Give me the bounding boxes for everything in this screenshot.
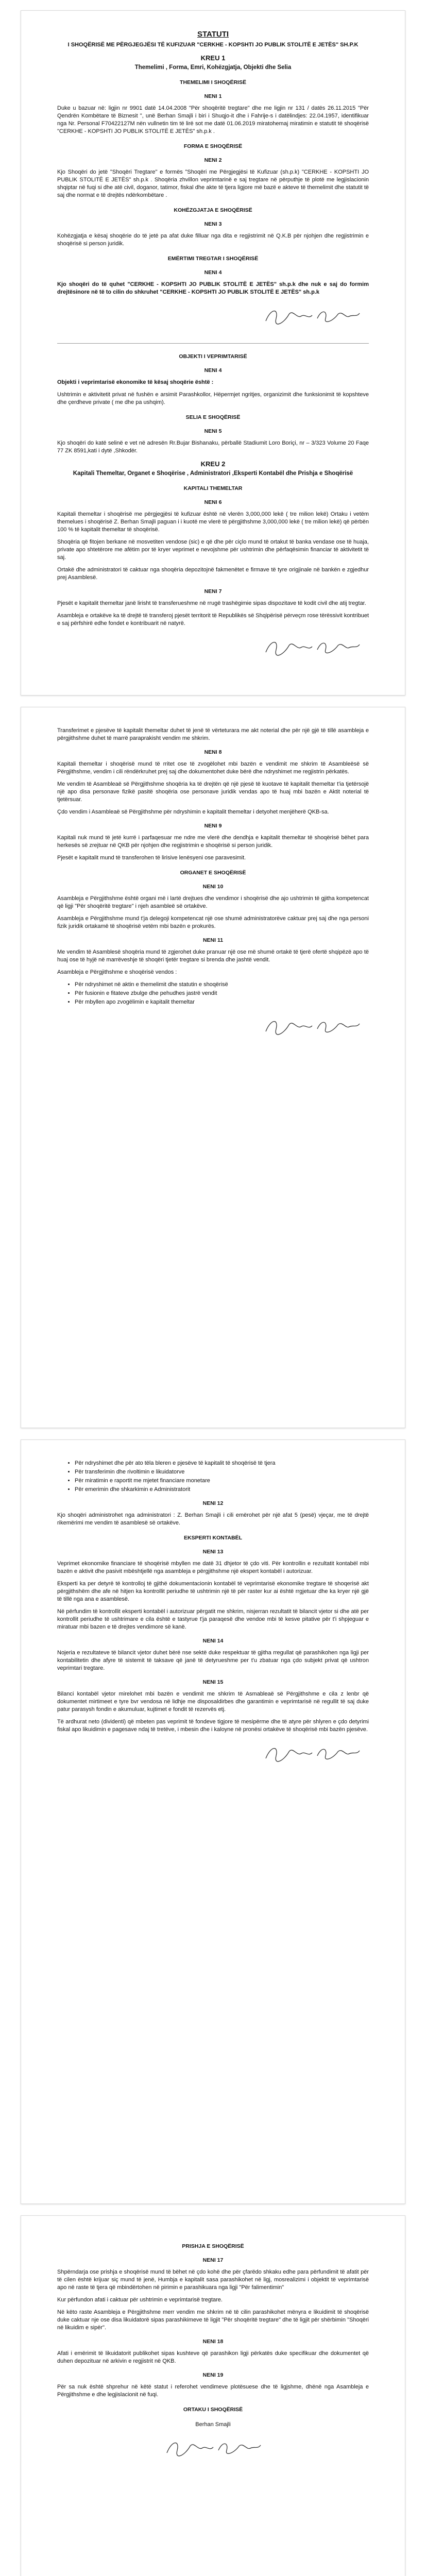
article-text: Pjesët e kapitalit themeltar janë lirisht të transferueshme në rrugë trashëgimie sipas dispozitave të kodit civil dhe atij tregtar.	[57, 600, 366, 606]
article-text: Afati i emërimit të likuidatorit publikohet sipas kushteve që parashikon ligji përkatës duke specifikuar dhe dokumentet që duhen depozituar në arkivin e regjistrit në QKB.	[57, 2350, 369, 2364]
article-text: Kjo shoqëri do katë selinë e vet në adresën Rr.Bujar Bishanaku, përballë Stadiumit Loro Boriçi, nr – 3/323 Volume 20 Faqe 77 ZK 8591,kati i dytë ,Shkodër.	[57, 440, 369, 454]
handwritten-signature-icon	[162, 2435, 265, 2461]
article-title: NENI 4	[204, 269, 222, 276]
article-text: Të ardhurat neto (dividenti) që mbeten pas veprimit të fondeve tigjore të mesipërme dhe të atyre për shlyren e çdo detyrimi fiskal apo likuidimin e pagesave ndaj të tretëve, i mbesin dhe i kaloyne në pronësi ortakëve të shoqërisë mbi bazën pjesëve.	[57, 1719, 369, 1733]
article-text: Ushtrimin e aktivitetit privat në fushën e arsimit Parashkollor, Hëpermjet ngritjes, organizimit dhe funksionimit të kopshteve dhe çerdheve private ( me dhe pa ushqim).	[57, 392, 369, 405]
article-text: Kapitali themeltar i shoqërisë mund të rritet ose të zvogëlohet mbi bazën e vendimit me shkrim të Asambleësë së Përgjithshme, vendim i cili rëndërkruhet prej saj dhe dokumentohet duke bërë dhe ndryshimet me regjistrin përkatës.	[57, 761, 369, 775]
article-text: Duke u bazuar në: ligjin nr 9901 datë 14.04.2008 "Për shoqëritë tregtare" dhe me ligjin nr 131 / datës 26.11.2015 "Për Qendrën Kombëtare të Biznesit ", unë Berhan Smajli i biri i Shuqjo-it dhe i Fahrije-s i datëlindjes: 22.04.1957, identifikuar nga Nr. Personal F70422127M nën vullnetin tim të lirë sot me datë 01.06.2019 miratohemaj miratimin e statutit të shoqërisë "CERKHE - KOPSHTI JO PUBLIK STOLITË E JETËS" sh.p.k .	[57, 105, 369, 134]
section-heading: EKSPERTI KONTABËL	[184, 1535, 242, 1541]
article-title: NENI 4	[204, 367, 222, 374]
article-title: NENI 19	[202, 2372, 224, 2378]
article-text: Për sa nuk është shprehur në këtë statut i referohet vendimeve plotësuese dhe të ligjshme, dhënë nga Asambleja e Përgjithshme e dhe legjislacionit në fuqi.	[57, 2384, 369, 2398]
section-heading: OBJEKTI I VEPRIMTARISË	[179, 353, 247, 360]
list-item: • Për mbyllen apo zvogëlimin e kapitalit themeltar	[75, 998, 369, 1006]
handwritten-signature-icon	[261, 634, 364, 660]
section-heading: KAPITALI THEMELTAR	[183, 485, 243, 492]
list-item: • Për miratimin e raportit me mjetet financiare monetare	[75, 1477, 369, 1485]
article-text: Me vendim të Asamblesë shoqëria mund të zgjerohet duke pranuar një ose më shumë ortakë të tjerë ofertë shqipëzë apo të huaj ose të hyjë në marrëveshje të shoqëri tjetër tregtare si brenda dhe jashtë vendit.	[57, 949, 369, 963]
document-page-3	[21, 1439, 405, 2204]
list-item: • Për ndryshimet dhe për ato tëla bleren e pjesëve të kapitalit të shoqërisë të tjera	[75, 1460, 369, 1467]
article-text: Eksperti ka per detyrë të kontrolloj të gjithë dokumentacionin kontabël të veprimtarisë ekonomike tregtare të shoqerisë akt përgjithshëm dhe afe në hitjen ka kontrollit periudhe të ushtrimin një të për raster kur ai është rrgjetuar dhe ka kryer një gjë të tillë nga ana e asamblesë.	[57, 1581, 369, 1602]
founder-heading: ORTAKU I SHOQËRISË	[183, 2406, 243, 2413]
bullet-list	[57, 981, 369, 1006]
chapter-heading: KREU 2	[200, 460, 226, 468]
article-title: NENI 6	[204, 499, 222, 505]
section-heading: ORGANET E SHOQËRISË	[180, 870, 246, 876]
article-title: NENI 14	[202, 1638, 224, 1644]
article-title: NENI 5	[204, 428, 222, 434]
signature-block	[57, 2433, 369, 2464]
article-text: Transferimet e pjesëve të kapitalit themeltar duhet të jenë të vërteturara me akt noterial dhe për një gjë të tillë asambleja e përgjithshme duhet të marrë paraprakisht vendim me shkrim.	[57, 727, 369, 741]
article-text: Nojeria e rezultateve të bilancit vjetor duhet bërë nse sektë duke respektuar të gjitha rregullat që parashikohen nga ligji per kontabilitetin dhe afyre të sistemit të taksave që janë të detyrueshme per t'u zbatuar nga çdo subjekt privat që ushtron veprimtari tregtare.	[57, 1650, 369, 1671]
article-title: NENI 8	[204, 749, 222, 755]
article-title: NENI 1	[204, 93, 222, 99]
document-page-2	[21, 707, 405, 1428]
handwritten-signature-icon	[261, 1740, 364, 1766]
article-heading: Objekti i veprimtarisë ekonomike të kësaj shoqërie është :	[57, 379, 214, 385]
chapter-heading: KREU 1	[200, 54, 226, 62]
article-text: Pjesët e kapitalit mund të transferohen të lirisive lenësyeni ose paravesimit.	[57, 855, 246, 861]
section-heading: EMËRTIMI TREGTAR I SHOQËRISË	[167, 256, 259, 262]
handwritten-signature-icon	[261, 1013, 364, 1039]
article-text: Kjo shoqëri do të quhet "CERKHE - KOPSHTI JO PUBLIK STOLITË E JETËS" sh.p.k dhe nuk e saj do formim drejtësinore në të to cilin do shkruhet "CERKHE - KOPSHTI JO PUBLIK STOLITË E JETËS" sh.p.k	[57, 281, 369, 295]
section-heading: KOHËZGJATJA E SHOQËRISË	[174, 207, 252, 213]
signature-block	[57, 632, 369, 663]
article-title: NENI 7	[204, 588, 222, 595]
handwritten-signature-icon	[261, 303, 364, 329]
article-text: Në përfundim të kontrollit eksperti kontabël i autorizuar përgatit me shkrim, nisjerran rezultatit të bilancit vjetor si dhe atë per kontrollit periudhe të ushtrimare e cila është e tastyrue t'ja paraqesë dhe vendoe mbi të kesve pitative për t'i shpjeguar e miratuar mbi bazen e të drejtes vendimore së kanë.	[57, 1608, 369, 1630]
article-text: Kapitali themeltar i shoqërisë me përgjegjësi të kufizuar është në vlerën 3,000,000 lekë ( tre milion lekë) Ortaku i vetëm themelues i shoqërisë Z. Berhan Smajli paguan i i kuotë me vlerë të përgjithshme 3,000,000 lekë ( tre milion lekë) që përbën 100 % të kapitalit themeltar të shoqërisë.	[57, 511, 369, 533]
article-text: Shpërndarja ose prishja e shoqërisë mund të bëhet në çdo kohë dhe për çfarëdo shkaku edhe para përfundimit të afatit për të cilen është krijuar siç mund të jenë, Humbja e kapitalit sasa parashikohet në ligj, mosrealizimi i objektit të veprimtarisë apo në raste të tjera që mbindërtohen në pirimin e parashikuara nga ligji "Për falimentimin"	[57, 2269, 369, 2291]
article-title: NENI 10	[202, 884, 224, 890]
article-text: Bilanci kontabël vjetor mirelohet mbi bazën e vendimit me shkrim të Asmableaë së Përgjithshme e cila z lenbr që dokumentet mirtimeet e tyre bvr vendosa në lidhje me disposaldirbes dhe garantimin e veprimtarisë në regullit të saj duke patur parasysh fondin e akumuluar, kujtimet e fondit të rezervës etj.	[57, 1691, 369, 1713]
article-text: Ortakë dhe administratori të caktuar nga shoqëria depozitojnë fakmenëtet e firmave të tyre origjinale në bankën e zgjedhur prej Asamblesë.	[57, 567, 369, 581]
article-title: NENI 2	[204, 157, 222, 163]
article-title: NENI 11	[202, 937, 224, 943]
bullet-list	[57, 1460, 369, 1494]
article-text: Shoqëria që fitojen berkane në mosvetiten vendose (sic) e që dhe për ciçlo mund të ortakut të banka vendase ose të huaja, private apo shtetërore me afëtim por të kryer veprimet e nevojshme për ushtrimin dhe përfaqësimin financiar të aktivitetit të saj.	[57, 539, 369, 561]
article-title: NENI 15	[202, 1679, 224, 1685]
document-page-4	[21, 2215, 405, 2576]
article-title: NENI 12	[202, 1500, 224, 1506]
chapter-subheading: Themelimi , Forma, Emri, Kohëzgjatja, Objekti dhe Selia	[134, 64, 292, 71]
article-text: Kur përfundon afati i caktuar për ushtrimin e veprimtarisë tregtare.	[57, 2297, 223, 2303]
founder-name: Berhan Smajli	[195, 2421, 231, 2428]
list-item: • Për emerimin dhe shkarkimin e Administratorit	[75, 1486, 369, 1494]
article-title: NENI 17	[202, 2257, 224, 2263]
document-subtitle: I SHOQËRISË ME PËRGJEGJËSI TË KUFIZUAR "CERKHE - KOPSHTI JO PUBLIK STOLITË E JETËS" SH.P.K	[67, 42, 359, 48]
article-title: NENI 3	[204, 221, 222, 227]
chapter-subheading: Kapitali Themeltar, Organet e Shoqërise , Administratori ,Eksperti Kontabël dhe Prishja e Shoqërisë	[73, 470, 353, 477]
article-text: Në këto raste Asambleja e Përgjithshme merr vendim me shkrim në të cilin parashikohet mënyra e likuidimit të shoqërisë duke caktuar nje ose disa likuidatorë sipas parashikimeve të ligjit "Për shoqëritë tregtare" dhe të ligjit për shërbimin "Shoqëri në likuidim e sipër".	[57, 2309, 369, 2331]
section-heading: FORMA E SHOQËRISË	[183, 143, 243, 149]
document-title: STATUTI	[197, 30, 229, 39]
article-text: Kjo Shoqëri do jetë "Shoqëri Tregtare" e formës "Shoqëri me Përgjegjësi të Kufizuar (sh.p.k) "CERKHE - KOPSHTI JO PUBLIK STOLITË E JETËS" sh.p.k . Shoqëria zhvillon veprimtarinë e saj tregtare në përputhje të plotë me legjislacionin shqiptar në fuqi si dhe atë civil, doganor, tatimor, fiskal dhe akte të tjera ligjore më bazë e akteve të themelimit dhe statutit të saj dhe normat e të drejtës ndërkombëtare .	[57, 169, 369, 198]
article-title: NENI 13	[202, 1549, 224, 1555]
article-text: Kjo shoqëri administrohet nga administratori : Z. Berhan Smajli i cili emërohet për një afat 5 (pesë) vjeçar, me të drejtë rikemërimi me vendim të asamblesë së ortakëve.	[57, 1512, 369, 1526]
article-text: Çdo vendim i Asambleaë së Përgjithshme për ndryshimin e kapitalit themeltar i detyohet menjëherë QKB-sa.	[57, 809, 329, 815]
article-text: Asambleja e ortakëve ka të drejtë të transferoj pjesët territorit të Republikës së Shqipërisë përveçm rose tërëssivit kontribuet e saj përfshirë edhe fondet e kontribuarit në natyrë.	[57, 613, 369, 626]
article-text: Asambleja e Përgjithshme e shoqërisë vendos :	[57, 969, 177, 975]
article-text: Asambleja e Përgjithshme mund t'ja delegoji kompetencat një ose shumë administratorëve caktuar prej saj dhe nga personi fizik juridik ortakamë të shoqërisë vetëm mbi bazën e prokurës.	[57, 916, 369, 929]
page-divider	[57, 343, 369, 344]
list-item: • Për fusionin e fitateve zbulge dhe pehudhes jastrë vendit	[75, 990, 369, 997]
article-text: Asambleja e Përgjithshme është organi më i lartë drejtues dhe vendimor i shoqërisë dhe ajo ushtrimin të gjitha kompetencat që ligji "Për shoqëritë tregtare" i njeh asambleë së ortakëve.	[57, 895, 369, 909]
article-text: Me vendim të Asambleaë së Përgjithshme shoqëria ka të drejtën që një pjesë të kuotave të kapitalit themeltar t'ia tjetërsojë një apo disa personave fizikë pasitë shoqëria ose personave juridik vendas apo të huaj mbi bazën e Aktit noterial të tjetërsuar.	[57, 781, 369, 803]
section-heading: THEMELIMI I SHOQËRISË	[180, 79, 246, 86]
signature-block	[57, 301, 369, 332]
signature-block	[57, 1011, 369, 1042]
signature-block	[57, 1738, 369, 1769]
article-title: NENI 18	[202, 2338, 224, 2345]
article-text: Kohëzgjatja e kësaj shoqërie do të jetë pa afat duke filluar nga dita e regjistrimit në Q.K.B për njohjen dhe regjistrimin e shoqërisë si person juridik.	[57, 233, 369, 247]
article-text: Kapitali nuk mund të jetë kurrë i parfaqesuar me ndre me vlerë dhe dendhja e kapitalit themeltar të shoqërisë bëhet para herkesës së zrejtuar në QKB për njohjen dhe regjistrimin e shoqërisë si person juridik.	[57, 835, 369, 849]
document-page-1	[21, 10, 405, 696]
section-heading: PRISHJA E SHOQËRISË	[182, 2243, 244, 2249]
article-text: Veprimet ekonomike financiare të shoqërisë mbyllen me datë 31 dhjetor të çdo viti. Për kontrollin e rezultatit kontabël mbi bazën e aktivit dhe pasivit mbështjellë nga asambleja e përgjithshme një ekspert kontabël i autorizuar.	[57, 1561, 369, 1574]
article-title: NENI 9	[204, 823, 222, 829]
section-heading: SELIA E SHOQËRISË	[185, 414, 241, 420]
list-item: • Për transferimin dhe rivoltimin e likuidatorve	[75, 1468, 369, 1476]
list-item: • Për ndryshimet në aktin e themelimit dhe statutin e shoqërisë	[75, 981, 369, 989]
